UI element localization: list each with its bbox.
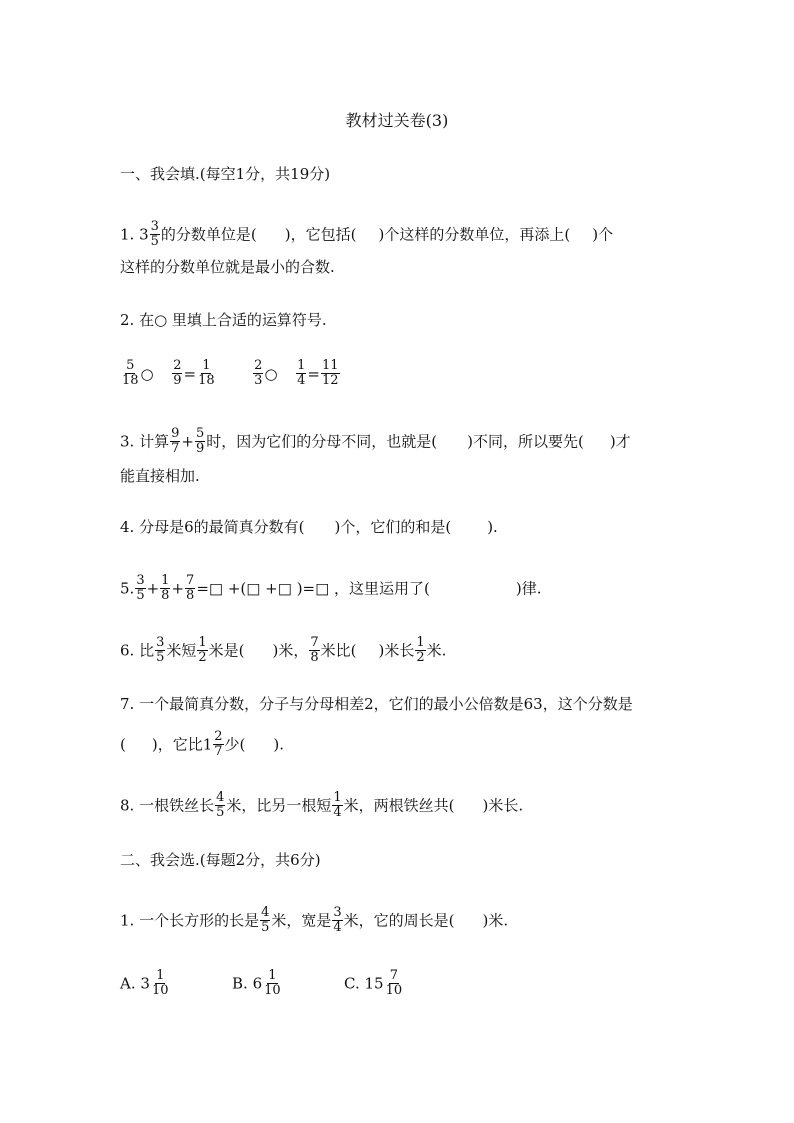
- q7-text-5: ).: [273, 735, 285, 754]
- question-7-continued: [120, 731, 284, 760]
- q5-number: 5.: [120, 579, 135, 598]
- s2q1-text-3: )米.: [482, 911, 509, 930]
- option-c[interactable]: [344, 970, 404, 999]
- page-title: 教材过关卷(3): [345, 111, 449, 130]
- q2-f2-den: 9: [173, 373, 182, 388]
- q2-f2-num: 2: [173, 358, 182, 373]
- q1-fraction: [150, 220, 160, 249]
- q3-a-den: 7: [171, 441, 180, 456]
- q8-text-3: )米长.: [482, 796, 524, 815]
- q4-text-3: ).: [487, 518, 498, 536]
- option-b-den: 10: [264, 983, 281, 998]
- option-a[interactable]: [120, 970, 232, 999]
- question-5: [120, 575, 542, 604]
- q1-text-3: )个这样的分数单位，再添上(: [378, 225, 571, 244]
- question-3-continued: 能直接相加.: [120, 467, 200, 485]
- q2-frac-11-12: [321, 359, 340, 388]
- operator-circle-1[interactable]: ○: [140, 364, 154, 383]
- q6-frac-b: [197, 636, 207, 665]
- q6-text-6: 米.: [426, 641, 447, 660]
- option-c-den: 10: [385, 983, 403, 998]
- s2q1-a-den: 5: [261, 920, 270, 935]
- option-a-fraction: [151, 969, 170, 998]
- q1-denominator: 5: [150, 234, 159, 249]
- question-2-expressions: [120, 360, 341, 389]
- q2-f4-num: 2: [254, 358, 263, 373]
- q2-equals-1: =: [183, 364, 197, 383]
- q3-frac-b: [195, 427, 205, 456]
- q1-text-4: )个: [592, 225, 614, 244]
- q6-a-num: 3: [156, 635, 165, 650]
- q6-b-num: 1: [198, 635, 207, 650]
- q2-frac-2-3: [253, 359, 263, 388]
- q8-frac-a: [215, 791, 225, 820]
- q1-text-1: 的分数单位是(: [160, 225, 257, 244]
- q2-f1-den: 18: [122, 373, 139, 388]
- q3-plus: +: [181, 432, 194, 451]
- q6-text-4: 米比(: [320, 641, 357, 660]
- question-1-continued: 这样的分数单位就是最小的合数.: [120, 258, 335, 276]
- option-b-whole: 6: [252, 974, 263, 993]
- option-c-num: 7: [389, 968, 398, 983]
- q3-text-2: )不同，所以要先(: [467, 432, 584, 451]
- q4-text-1: 4. 分母是6的最简真分数有(: [120, 518, 305, 536]
- q2-f5-num: 1: [297, 358, 306, 373]
- q2-f3-num: 1: [202, 358, 211, 373]
- q1-whole: 3: [139, 225, 149, 244]
- q6-prefix: 6. 比: [120, 641, 155, 660]
- q5-frac-b: [160, 574, 170, 603]
- question-8: [120, 792, 523, 821]
- q5-a-num: 3: [136, 573, 145, 588]
- q5-b-num: 1: [161, 573, 170, 588]
- q6-c-num: 7: [310, 635, 319, 650]
- s2q1-prefix: 1. 一个长方形的长是: [120, 911, 260, 930]
- option-c-fraction: [385, 969, 404, 998]
- q6-b-den: 2: [198, 650, 207, 665]
- q6-c-den: 8: [310, 650, 319, 665]
- question-2: 2. 在○ 里填上合适的运算符号.: [120, 311, 327, 329]
- q8-b-den: 4: [333, 805, 342, 820]
- q8-text-1: 米，比另一根短: [226, 796, 332, 815]
- q5-c-num: 7: [186, 573, 195, 588]
- s2q1-b-den: 4: [333, 920, 342, 935]
- q2-f6-den: 12: [321, 373, 339, 388]
- s2q1-text-1: 米，宽是: [271, 911, 332, 930]
- option-c-label: C.: [344, 974, 360, 993]
- q4-text-2: )个，它们的和是(: [334, 518, 452, 536]
- s2q1-text-2: 米，它的周长是(: [343, 911, 455, 930]
- q1-numerator: 3: [150, 219, 159, 234]
- s2q1-b-num: 3: [333, 905, 342, 920]
- q2-frac-5-18: [121, 359, 140, 388]
- operator-circle-2[interactable]: ○: [264, 364, 278, 383]
- q6-frac-a: [155, 636, 165, 665]
- option-c-whole: 15: [364, 974, 384, 993]
- question-7: 7. 一个最简真分数，分子与分母相差2，它们的最小公倍数是63，这个分数是: [120, 695, 633, 713]
- q8-text-2: 米，两根铁丝共(: [343, 796, 455, 815]
- q8-prefix: 8. 一根铁丝长: [120, 796, 215, 815]
- q3-a-num: 9: [171, 426, 180, 441]
- q2-f5-den: 4: [297, 373, 306, 388]
- option-a-den: 10: [151, 983, 169, 998]
- q6-text-3: )米，: [272, 641, 309, 660]
- q8-a-den: 5: [216, 805, 225, 820]
- q3-text-3: )才: [609, 432, 631, 451]
- q5-frac-c: [185, 574, 195, 603]
- q6-frac-d: [415, 636, 425, 665]
- q3-prefix: 3. 计算: [120, 432, 170, 451]
- option-b-label: B.: [232, 974, 248, 993]
- s2q1-frac-b: [332, 906, 342, 935]
- q3-text-1: 时，因为它们的分母不同，也就是(: [206, 432, 438, 451]
- q7-fraction: [213, 730, 223, 759]
- q2-frac-2-9: [172, 359, 182, 388]
- q2-f3-den: 18: [198, 373, 215, 388]
- s2q1-frac-a: [260, 906, 270, 935]
- q2-equals-2: =: [307, 364, 320, 383]
- answer-options: [120, 970, 404, 999]
- option-b-fraction: [263, 969, 282, 998]
- q5-plus-1: +: [146, 579, 160, 598]
- q5-frac-a: [135, 574, 145, 603]
- option-a-num: 1: [156, 968, 165, 983]
- s2q1-a-num: 4: [261, 905, 270, 920]
- option-b[interactable]: [232, 970, 344, 999]
- q2-f1-num: 5: [126, 358, 135, 373]
- q8-a-num: 4: [216, 790, 225, 805]
- option-b-num: 1: [268, 968, 277, 983]
- q2-frac-1-4: [296, 359, 306, 388]
- option-a-whole: 3: [140, 974, 150, 993]
- q3-b-num: 5: [195, 426, 205, 441]
- question-4: [120, 517, 498, 537]
- q7-text-4: 少(: [224, 735, 246, 754]
- q6-d-den: 2: [416, 650, 425, 665]
- q3-b-den: 9: [195, 441, 205, 456]
- q2-frac-1-18: [197, 359, 216, 388]
- q5-b-den: 8: [161, 588, 170, 603]
- q2-f4-den: 3: [254, 373, 263, 388]
- q3-frac-a: [170, 427, 180, 456]
- q5-text-rest: =□ +(□ +□ )=□ ，这里运用了(: [196, 579, 430, 598]
- q5-a-den: 5: [136, 588, 145, 603]
- q1-number: 1.: [120, 225, 135, 244]
- q7-den: 7: [214, 744, 223, 759]
- question-1: [120, 221, 613, 250]
- q5-plus-2: +: [171, 579, 185, 598]
- question-6: [120, 637, 446, 666]
- q7-text-3: )，它比1: [151, 735, 213, 754]
- q6-frac-c: [309, 636, 319, 665]
- q8-frac-b: [332, 791, 342, 820]
- q8-b-num: 1: [333, 790, 342, 805]
- q7-text-2: (: [120, 735, 126, 754]
- q2-f6-num: 11: [321, 358, 339, 373]
- q6-text-5: )米长: [378, 641, 415, 660]
- q6-d-num: 1: [416, 635, 425, 650]
- q6-text-1: 米短: [166, 641, 197, 660]
- section-2-question-1: [120, 907, 508, 936]
- question-3: [120, 428, 631, 457]
- option-a-label: A.: [120, 974, 136, 993]
- section-1-heading: 一、我会填.(每空1分，共19分): [120, 165, 331, 183]
- q1-text-2: )，它包括(: [284, 225, 357, 244]
- q5-c-den: 8: [186, 588, 195, 603]
- q5-text-end: )律.: [515, 579, 542, 598]
- q6-a-den: 5: [156, 650, 165, 665]
- section-2-heading: 二、我会选.(每题2分，共6分): [120, 851, 321, 869]
- q7-num: 2: [214, 729, 223, 744]
- q6-text-2: 米是(: [208, 641, 245, 660]
